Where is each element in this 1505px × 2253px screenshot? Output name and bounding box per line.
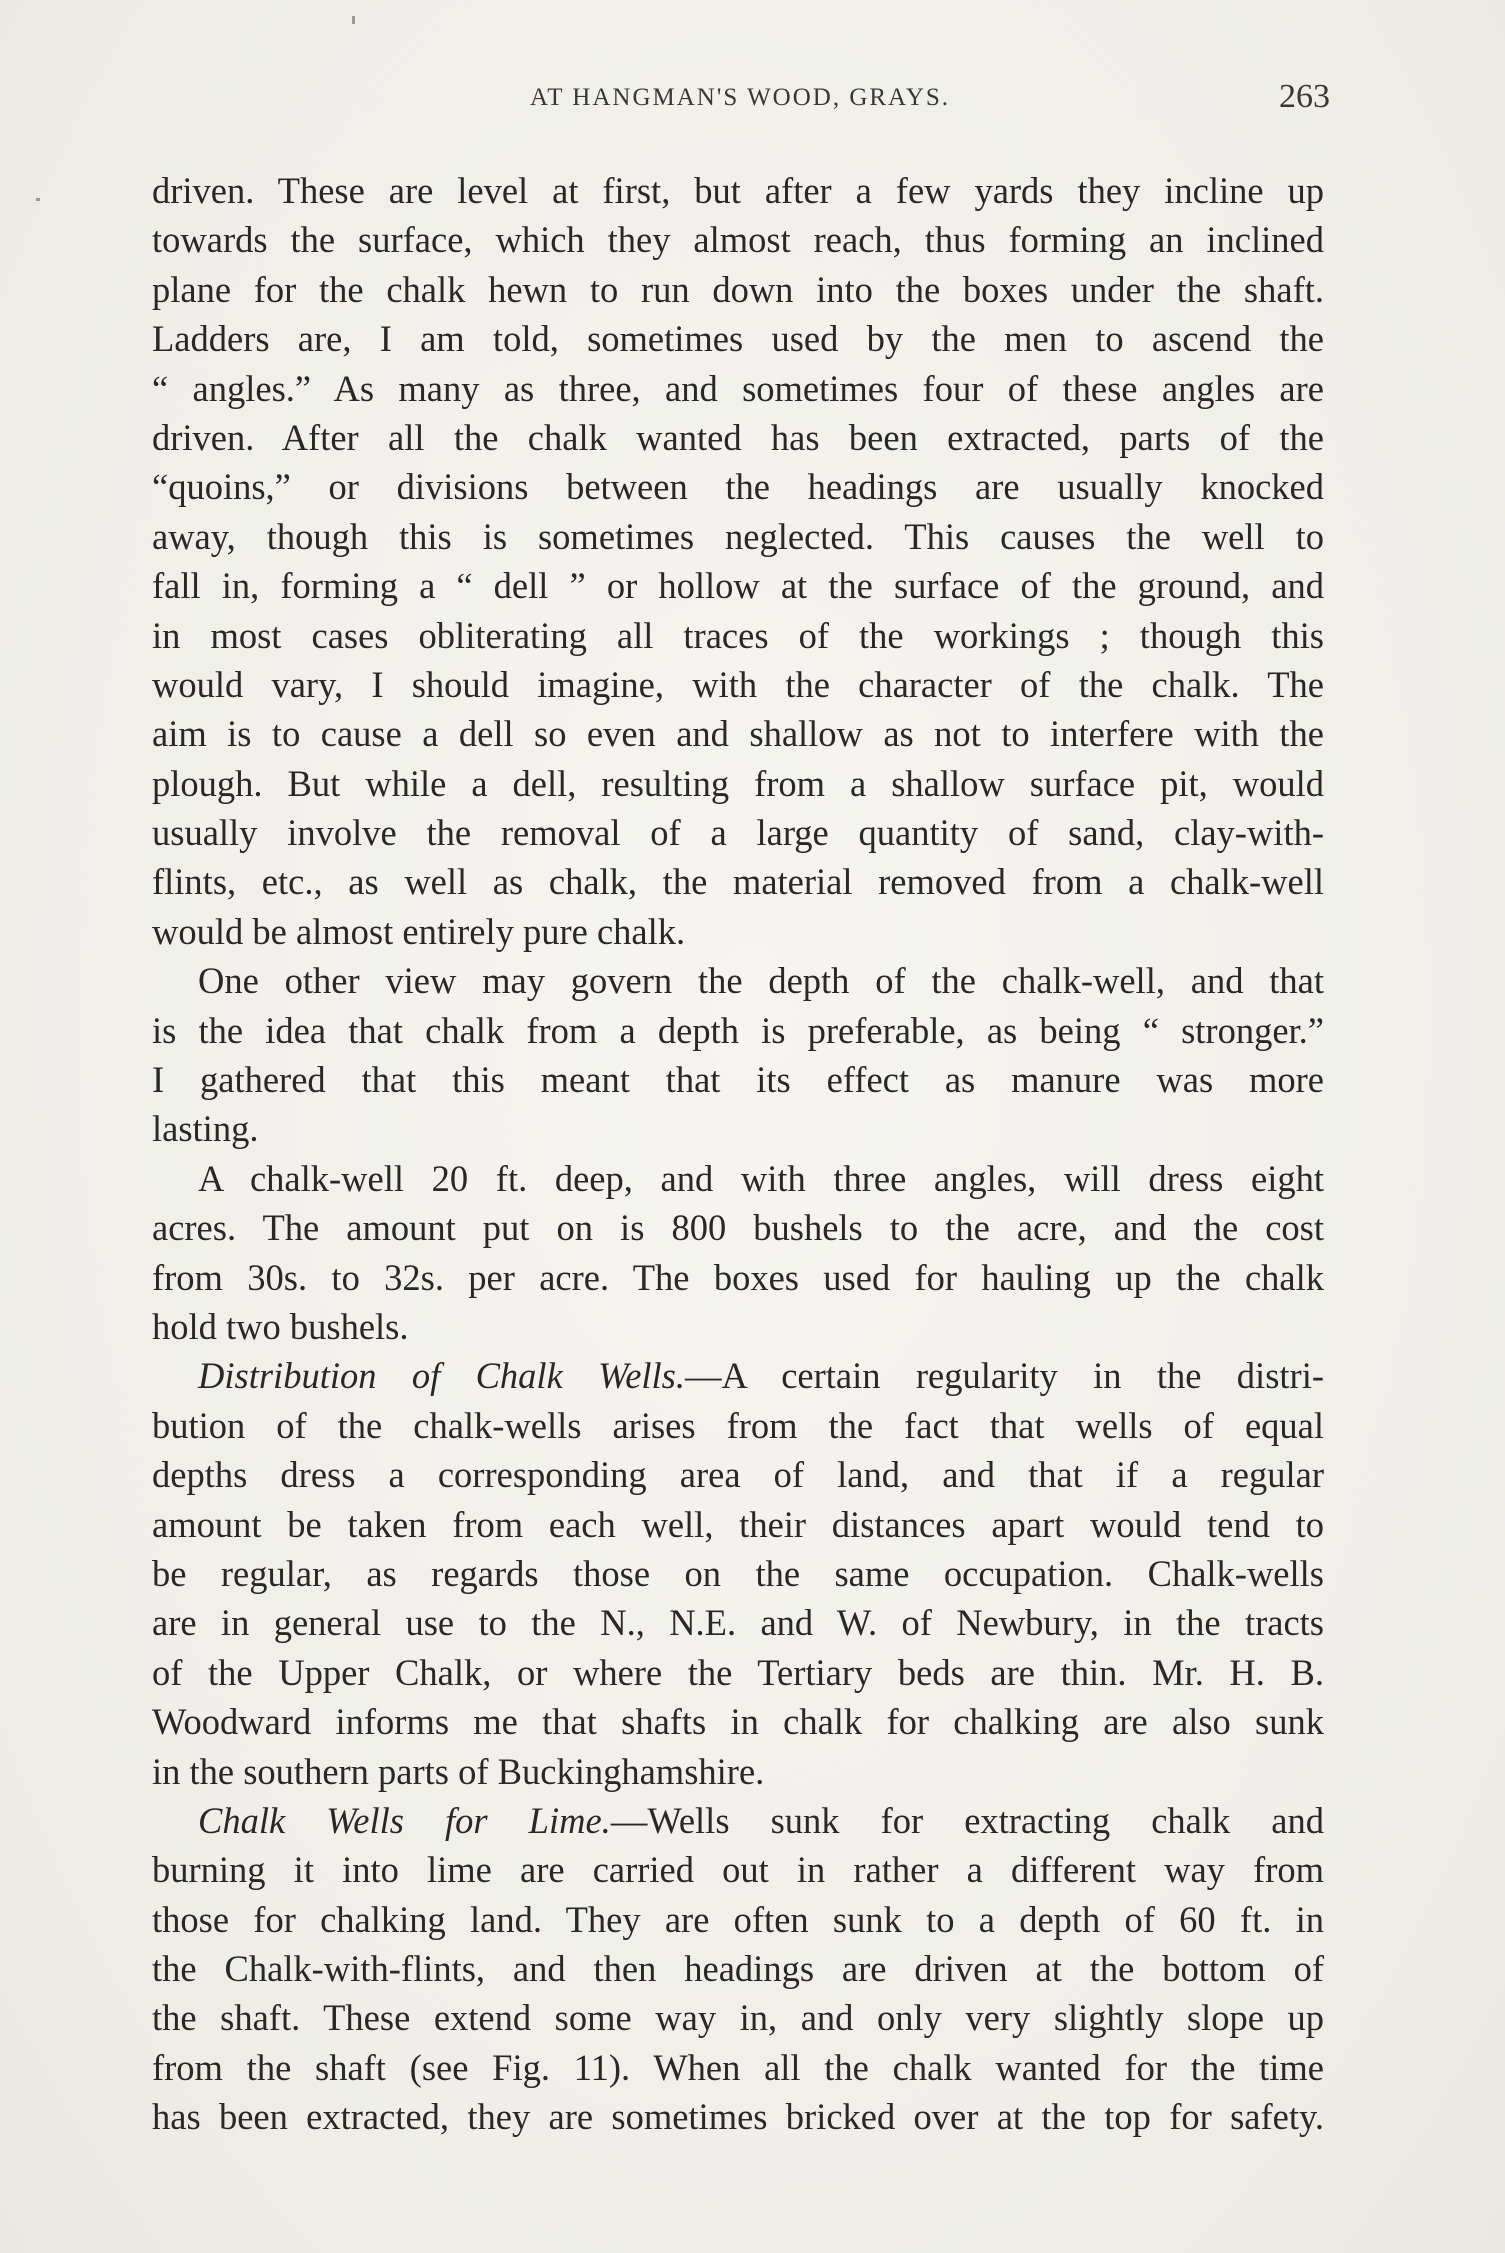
text-line: from 30s. to 32s. per acre. The boxes used for hauling up the chalk bbox=[152, 1256, 1324, 1298]
text-line: would vary, I should imagine, with the character of the chalk. The bbox=[152, 663, 1324, 705]
text-line: I gathered that this meant that its effect as manure was more bbox=[152, 1059, 1324, 1101]
text-line: “quoins,” or divisions between the headings are usually knocked bbox=[152, 466, 1324, 508]
text-line: away, though this is sometimes neglected. This causes the well to bbox=[152, 515, 1324, 557]
text-line: aim is to cause a dell so even and shallow as not to interfere with the bbox=[152, 713, 1324, 755]
text-line: towards the surface, which they almost reach, thus forming an inclined bbox=[152, 219, 1324, 261]
text-run: —Wells sunk for extracting chalk and bbox=[610, 1799, 1324, 1841]
text-line bbox=[152, 1351, 1324, 1400]
text-line: plane for the chalk hewn to run down into the boxes under the shaft. bbox=[152, 268, 1324, 310]
text-line: acres. The amount put on is 800 bushels to the acre, and the cost bbox=[152, 1207, 1324, 1249]
text-line: bution of the chalk-wells arises from the fact that wells of equal bbox=[152, 1404, 1324, 1446]
section-heading: Distribution of Chalk Wells. bbox=[198, 1355, 685, 1397]
text-line: Ladders are, I am told, sometimes used by the men to ascend the bbox=[152, 318, 1324, 360]
ink-speck bbox=[36, 198, 40, 201]
text-line: driven. After all the chalk wanted has been extracted, parts of the bbox=[152, 416, 1324, 458]
ink-speck bbox=[352, 16, 355, 24]
text-line: is the idea that chalk from a depth is preferable, as being “ stronger.” bbox=[152, 1009, 1324, 1051]
text-line: driven. These are level at first, but after a few yards they incline up bbox=[152, 170, 1324, 211]
text-line: those for chalking land. They are often sunk to a depth of 60 ft. in bbox=[152, 1898, 1324, 1940]
text-line: flints, etc., as well as chalk, the material removed from a chalk-well bbox=[152, 861, 1324, 903]
text-line: Woodward informs me that shafts in chalk for chalking are also sunk bbox=[152, 1701, 1324, 1743]
text-line: hold two bushels. bbox=[152, 1305, 409, 1347]
page-header bbox=[150, 78, 1330, 128]
text-line: in most cases obliterating all traces of the workings ; though this bbox=[152, 614, 1324, 656]
text-line: One other view may govern the depth of the chalk-well, and that bbox=[198, 960, 1324, 1002]
text-line: the Chalk-with-flints, and then headings are driven at the bottom of bbox=[152, 1948, 1324, 1990]
text-line: fall in, forming a “ dell ” or hollow at the surface of the ground, and bbox=[152, 565, 1324, 607]
text-line: in the southern parts of Buckinghamshire. bbox=[152, 1750, 765, 1792]
text-line: lasting. bbox=[152, 1108, 259, 1150]
text-line: “ angles.” As many as three, and sometimes four of these angles are bbox=[152, 367, 1324, 409]
text-line: the shaft. These extend some way in, and only very slightly slope up bbox=[152, 1997, 1324, 2039]
page-number: 263 bbox=[1279, 78, 1330, 115]
text-line: burning it into lime are carried out in rather a different way from bbox=[152, 1849, 1324, 1891]
text-line: be regular, as regards those on the same occupation. Chalk-wells bbox=[152, 1552, 1324, 1594]
text-line: has been extracted, they are sometimes bricked over at the top for safety. bbox=[152, 2096, 1324, 2138]
text-line: A chalk-well 20 ft. deep, and with three angles, will dress eight bbox=[198, 1157, 1324, 1199]
text-run: —A certain regularity in the distri- bbox=[685, 1355, 1324, 1397]
text-line: of the Upper Chalk, or where the Tertiary beds are thin. Mr. H. B. bbox=[152, 1651, 1324, 1693]
text-line: depths dress a corresponding area of land, and that if a regular bbox=[152, 1454, 1324, 1496]
text-line: from the shaft (see Fig. 11). When all the chalk wanted for the time bbox=[152, 2046, 1324, 2088]
text-line: are in general use to the N., N.E. and W. of Newbury, in the tracts bbox=[152, 1602, 1324, 1644]
text-line: would be almost entirely pure chalk. bbox=[152, 910, 686, 952]
text-line bbox=[152, 1796, 1324, 1845]
body-text bbox=[152, 166, 1324, 2142]
section-heading: Chalk Wells for Lime. bbox=[198, 1799, 611, 1841]
running-head: AT HANGMAN'S WOOD, GRAYS. bbox=[529, 84, 951, 111]
text-line: usually involve the removal of a large quantity of sand, clay-with- bbox=[152, 812, 1324, 854]
text-line: plough. But while a dell, resulting from a shallow surface pit, would bbox=[152, 762, 1324, 804]
text-line: amount be taken from each well, their distances apart would tend to bbox=[152, 1503, 1324, 1545]
